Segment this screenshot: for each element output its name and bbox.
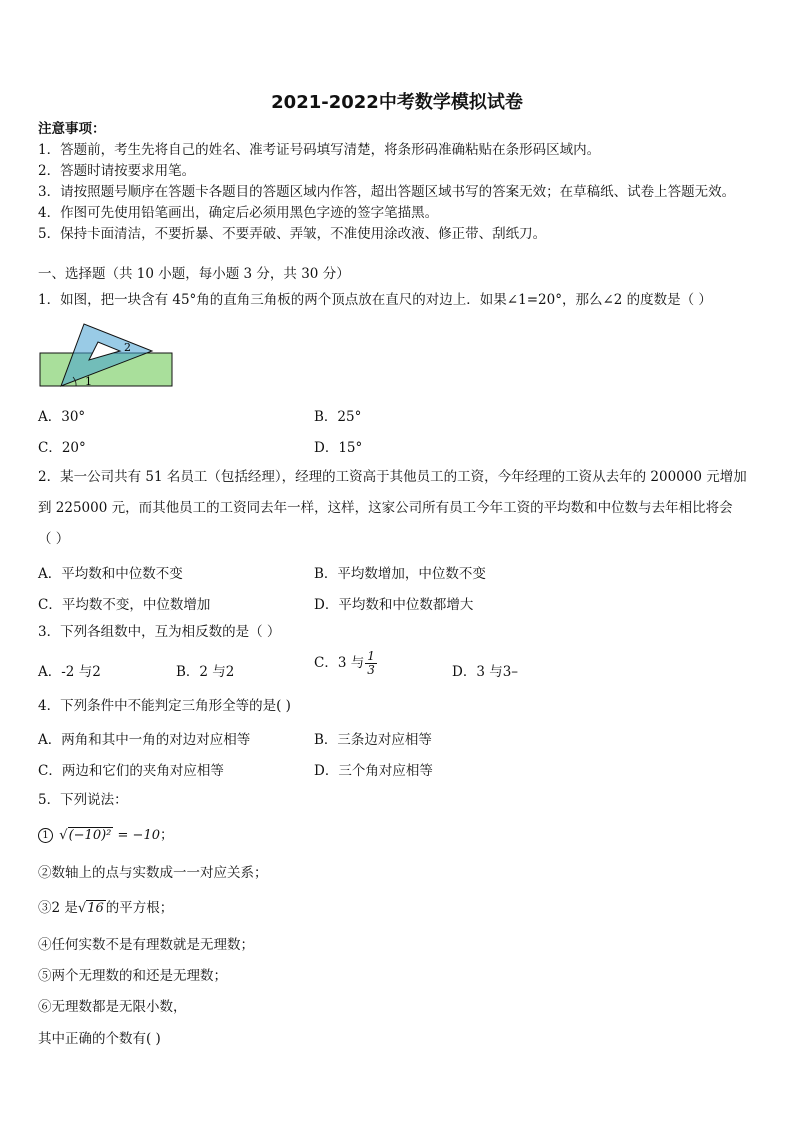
q1-option-b[interactable]: B．25° (314, 409, 362, 425)
angle-2-label: 2 (124, 341, 131, 354)
sqrt-expression: √(−10)² (59, 828, 112, 843)
q2-stem-line-2: 到 225000 元，而其他员工的工资同去年一样，这样，这家公司所有员工今年工资的平均数和中位数与去年相比将会 (38, 500, 733, 516)
sqrt-expression: √16 (77, 901, 104, 916)
q5-statement-5: ⑤两个无理数的和还是无理数； (38, 968, 227, 984)
q1-option-a[interactable]: A．30° (38, 409, 86, 425)
q1-stem: 1．如图，把一块含有 45°角的直角三角板的两个顶点放在直尺的对边上．如果∠1=20°，那么∠2 的度数是（ ） (38, 292, 712, 308)
ruler-triangle-figure (36, 320, 181, 390)
fraction-numerator: 1 (367, 649, 375, 663)
q3-option-d[interactable]: D．3 与3– (452, 664, 519, 680)
q3-option-b[interactable]: B．2 与2 (176, 664, 235, 680)
q2-option-d[interactable]: D．平均数和中位数都增大 (314, 597, 474, 613)
q5-closing: 其中正确的个数有( ) (38, 1031, 161, 1047)
fraction (365, 650, 377, 677)
page-title: 2021-2022中考数学模拟试卷 (271, 92, 523, 113)
q5-statement-2: ②数轴上的点与实数成一一对应关系； (38, 865, 268, 881)
circled-number: 1 (38, 828, 53, 843)
section-heading: 一、选择题（共 10 小题，每小题 3 分，共 30 分） (38, 266, 350, 282)
q4-option-c[interactable]: C．两边和它们的夹角对应相等 (38, 763, 224, 779)
q5-statement-4: ④任何实数不是有理数就是无理数； (38, 937, 254, 953)
notice-item-3: 3．请按照题号顺序在答题卡各题目的答题区域内作答，超出答题区域书写的答案无效；在草稿纸、试卷上答题无效。 (38, 184, 736, 200)
q3-option-c[interactable] (314, 650, 378, 677)
q2-option-c[interactable]: C．平均数不变，中位数增加 (38, 597, 211, 613)
sqrt-radicand: (−10)² (68, 828, 112, 843)
q2-stem-line-3: （ ） (38, 531, 70, 547)
q5-statement-3 (38, 899, 173, 918)
sqrt-radicand: 16 (87, 901, 104, 916)
statement-3-suffix: 的平方根； (105, 900, 174, 916)
q3-stem: 3．下列各组数中，互为相反数的是（ ） (38, 624, 281, 640)
q4-option-b[interactable]: B．三条边对应相等 (314, 732, 432, 748)
q4-option-a[interactable]: A．两角和其中一角的对边对应相等 (38, 732, 251, 748)
angle-1-label: 1 (85, 375, 92, 388)
q3-option-a[interactable]: A．-2 与2 (38, 664, 101, 680)
notice-item-5: 5．保持卡面清洁，不要折暴、不要弄破、弄皱，不准使用涂改液、修正带、刮纸刀。 (38, 226, 547, 242)
notice-item-4: 4．作图可先使用铅笔画出，确定后必须用黑色字迹的签字笔描黑。 (38, 205, 439, 221)
notice-item-1: 1．答题前，考生先将自己的姓名、准考证号码填写清楚，将条形码准确粘贴在条形码区域内。 (38, 142, 601, 158)
notice-item-2: 2．答题时请按要求用笔。 (38, 163, 196, 179)
q5-statement-1 (38, 826, 173, 845)
q1-option-c[interactable]: C．20° (38, 440, 86, 456)
q4-option-d[interactable]: D．三个角对应相等 (314, 763, 433, 779)
fraction-denominator: 3 (367, 663, 375, 677)
statement-3-prefix: ③2 是 (38, 900, 78, 916)
q3-option-c-prefix: C．3 与 (314, 655, 365, 671)
q2-stem-line-1: 2．某一公司共有 51 名员工（包括经理），经理的工资高于其他员工的工资，今年经理的工资从去年的 200000 元增加 (38, 469, 747, 485)
q2-option-b[interactable]: B．平均数增加，中位数不变 (314, 566, 486, 582)
statement-end: ； (159, 827, 174, 843)
notice-heading: 注意事项： (38, 121, 106, 137)
q4-stem: 4．下列条件中不能判定三角形全等的是( ) (38, 698, 291, 714)
q1-option-d[interactable]: D．15° (314, 440, 363, 456)
equation-rhs: = −10 (113, 828, 160, 843)
q5-stem: 5．下列说法： (38, 792, 128, 808)
q2-option-a[interactable]: A．平均数和中位数不变 (38, 566, 183, 582)
q5-statement-6: ⑥无理数都是无限小数， (38, 999, 187, 1015)
